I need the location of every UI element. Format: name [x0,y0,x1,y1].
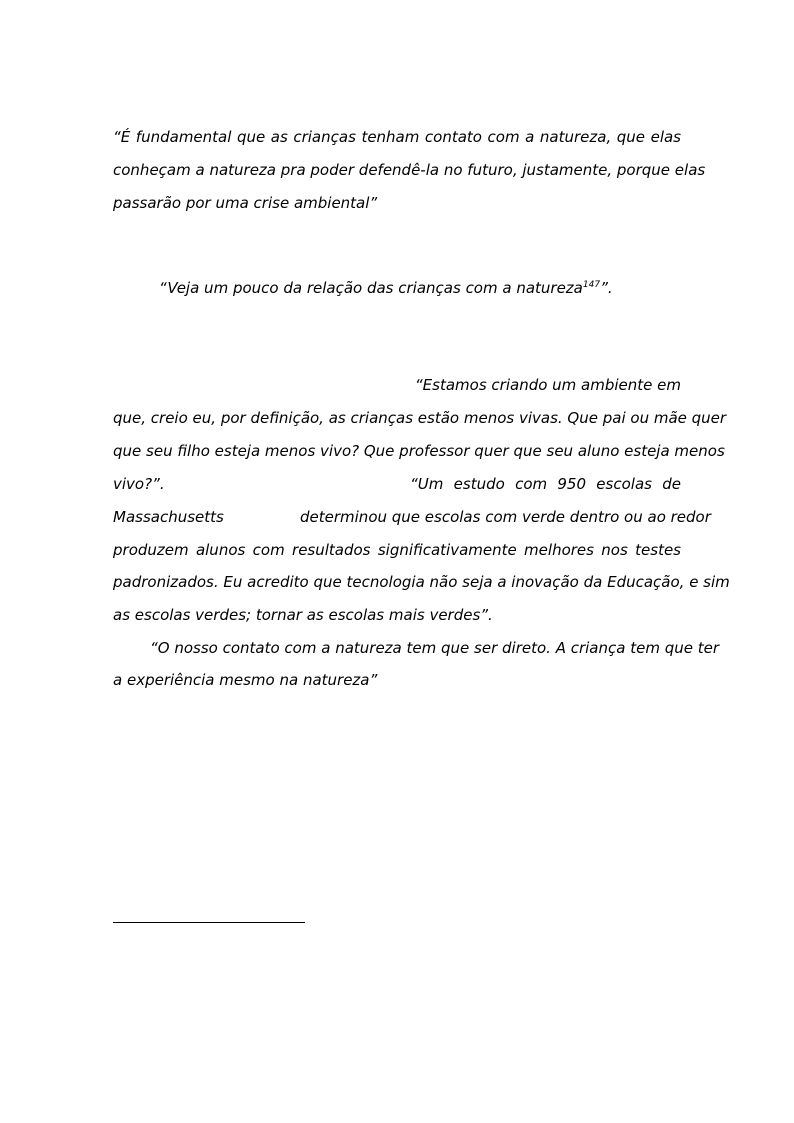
quote2 [159,278,613,298]
footnote-separator [113,922,305,923]
quote4-line1: “O nosso contato com a natureza tem que ser direto. A criança tem que ter [150,639,719,657]
quote3-line2: que, creio eu, por definição, as crianças estão menos vivas. Que pai ou mãe quer [113,409,727,427]
quote2-suffix: ”. [600,279,613,297]
quote3-line4-end: “Um estudo com 950 escolas de [410,475,681,493]
quote3-line5-start: Massachusetts [113,508,224,526]
quote3-line6: produzem alunos com resultados significativamente melhores nos testes [113,541,681,559]
quote1-line3: passarão por uma crise ambiental” [113,194,378,212]
quote3-line3: que seu filho esteja menos vivo? Que professor quer que seu aluno esteja menos [113,442,725,460]
footnote-ref: 147 [582,280,601,290]
quote2-text: “Veja um pouco da relação das crianças com a natureza [159,279,583,297]
quote3-line1: “Estamos criando um ambiente em [414,376,681,394]
quote3-line7: padronizados. Eu acredito que tecnologia não seja a inovação da Educação, e sim [113,573,730,591]
quote4-line2: a experiência mesmo na natureza” [113,671,378,689]
quote1-line1: “É fundamental que as crianças tenham contato com a natureza, que elas [113,128,681,146]
quote3-line5-end: determinou que escolas com verde dentro ou ao redor [300,508,711,526]
quote1-line2: conheçam a natureza pra poder defendê-la no futuro, justamente, porque elas [113,161,706,179]
quote3-line4-start: vivo?”. [113,475,165,493]
quote3-line8: as escolas verdes; tornar as escolas mais verdes”. [113,606,493,624]
